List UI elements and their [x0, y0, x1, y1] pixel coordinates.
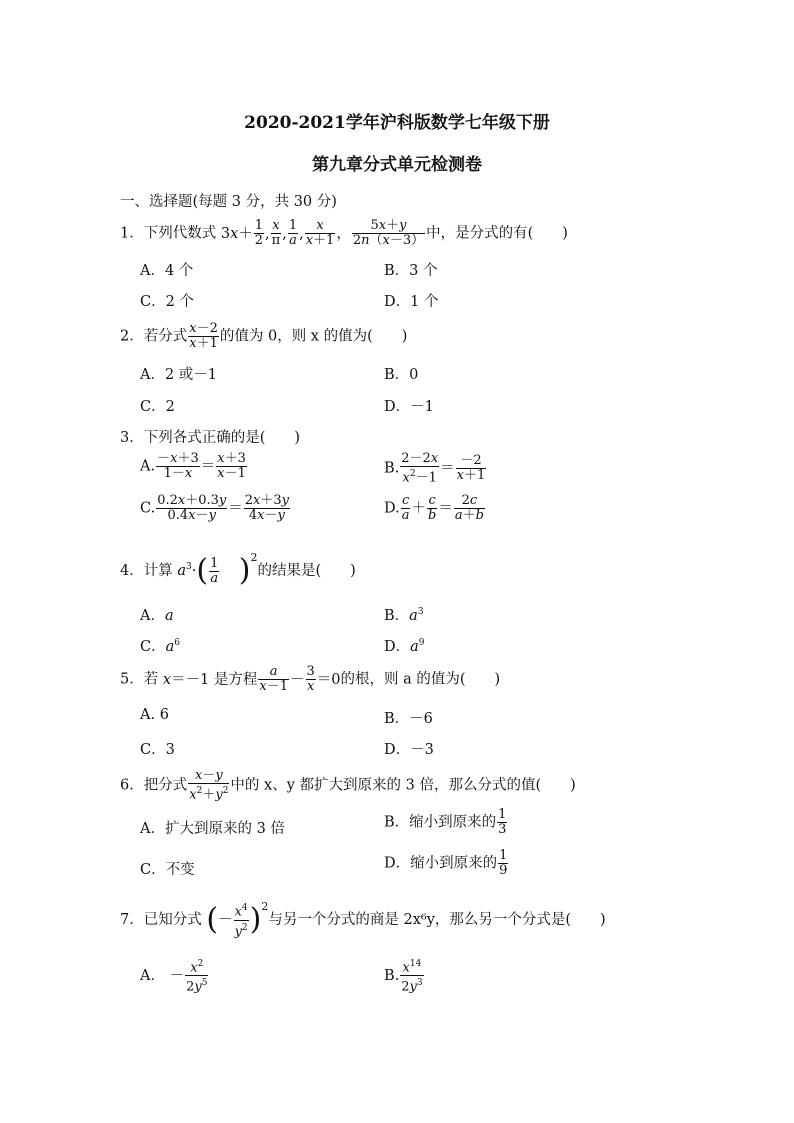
- question-lead: 若分式: [143, 328, 188, 345]
- question-lead: 计算: [143, 563, 173, 579]
- document-subtitle: 第九章分式单元检测卷: [312, 155, 482, 175]
- question-math: (－ $\frac{x^4}{y^2}$ )$^2$: [206, 900, 269, 939]
- option-d[interactable]: D．$a^9$: [384, 638, 425, 655]
- question-number: 7．: [120, 912, 144, 928]
- option-c[interactable]: C. $\frac{0.2x+0.3y}{0.4x-y}$ ＝ $\frac{2x+3y}{4x-y}$: [140, 493, 290, 523]
- option-b[interactable]: B．3 个: [384, 263, 438, 279]
- question-number: 2．: [120, 328, 144, 345]
- option-a[interactable]: A. 6: [140, 707, 169, 723]
- option-d[interactable]: D．－1: [384, 399, 434, 415]
- option-d[interactable]: D．缩小到原来的 $\frac{1}{9}$: [384, 848, 508, 878]
- question-tail: 的值为 0，则 x 的值为( ): [219, 328, 408, 345]
- option-c[interactable]: C．$a^6$: [140, 638, 180, 655]
- option-b[interactable]: B．0: [384, 367, 419, 383]
- option-b[interactable]: B. $\frac{x^{14}}{2y^3}$: [384, 959, 423, 995]
- question-tail: 与另一个分式的商是 2x⁶y，那么另一个分式是( ): [268, 912, 606, 928]
- option-d[interactable]: D. $\frac{c}{a}$ ＋ $\frac{c}{b}$ ＝ $\frac{2c}{a+b}$: [384, 493, 484, 523]
- question-number: 5．: [120, 671, 144, 688]
- option-a[interactable]: A．扩大到原来的 3 倍: [140, 821, 285, 837]
- question-math: $a^3\cdot$( $\frac{1}{a}$ )$^2$: [177, 551, 258, 588]
- question-number: 4．: [120, 563, 144, 579]
- question-3: [120, 426, 300, 447]
- question-number: 6．: [120, 777, 144, 794]
- section-heading: 一、选择题(每题 3 分，共 30 分): [120, 194, 337, 210]
- option-d[interactable]: D．－3: [384, 742, 434, 758]
- option-b[interactable]: B．缩小到原来的 $\frac{1}{3}$: [384, 807, 507, 837]
- question-lead: 把分式: [143, 777, 188, 794]
- option-b[interactable]: B. $\frac{2-2x}{x^2-1}$ ＝ $\frac{-2}{x+1}$: [384, 451, 486, 486]
- option-d[interactable]: D．1 个: [384, 294, 439, 310]
- question-lead: 若: [143, 671, 159, 688]
- option-c[interactable]: C．2 个: [140, 294, 194, 310]
- question-math: 3x＋ $\frac{1}{2}$ , $\frac{x}{\pi}$ , $\frac{1}{a}$ , $\frac{x}{x+1}$ ， $\frac{5x+y}{2n(x-3)}$: [220, 218, 425, 248]
- option-a[interactable]: A．2 或－1: [140, 367, 218, 383]
- question-math: $\frac{x-2}{x+1}$: [189, 321, 218, 351]
- question-lead: 下列代数式: [143, 225, 217, 242]
- option-c[interactable]: C．3: [140, 742, 175, 758]
- question-7: [120, 900, 606, 939]
- document-title: 2020-2021学年沪科版数学七年级下册: [244, 113, 550, 133]
- option-b[interactable]: B．－6: [384, 711, 433, 727]
- question-math: x＝－1 是方程 $\frac{a}{x-1}$ － $\frac{3}{x}$ ＝0: [162, 664, 341, 694]
- question-lead: 已知分式: [143, 912, 202, 928]
- question-4: [120, 551, 356, 586]
- question-5: [120, 665, 500, 694]
- question-tail: 中，是分式的有( ): [426, 225, 568, 242]
- question-number: 1．: [120, 225, 144, 242]
- question-tail: 中的 x、y 都扩大到原来的 3 倍，那么分式的值( ): [230, 777, 576, 794]
- option-a[interactable]: A. $\frac{-x+3}{1-x}$ ＝ $\frac{x+3}{x-1}$: [140, 451, 246, 481]
- option-a[interactable]: A． － $\frac{x^2}{2y^5}$: [140, 959, 208, 995]
- question-2: [120, 322, 407, 351]
- option-b[interactable]: B．$a^3$: [384, 607, 424, 624]
- question-tail: 的结果是( ): [257, 563, 356, 579]
- question-number: 3．: [120, 430, 144, 446]
- question-lead: 下列各式正确的是( ): [143, 430, 301, 446]
- question-1: [120, 219, 568, 248]
- option-a[interactable]: A．4 个: [140, 263, 194, 279]
- question-6: [120, 769, 576, 802]
- question-math: $\frac{x-y}{x^2+y^2}$: [189, 768, 229, 803]
- question-tail: 的根，则 a 的值为( ): [340, 671, 501, 688]
- option-a[interactable]: A．a: [140, 608, 174, 624]
- option-c[interactable]: C．不变: [140, 862, 195, 878]
- option-c[interactable]: C．2: [140, 399, 175, 415]
